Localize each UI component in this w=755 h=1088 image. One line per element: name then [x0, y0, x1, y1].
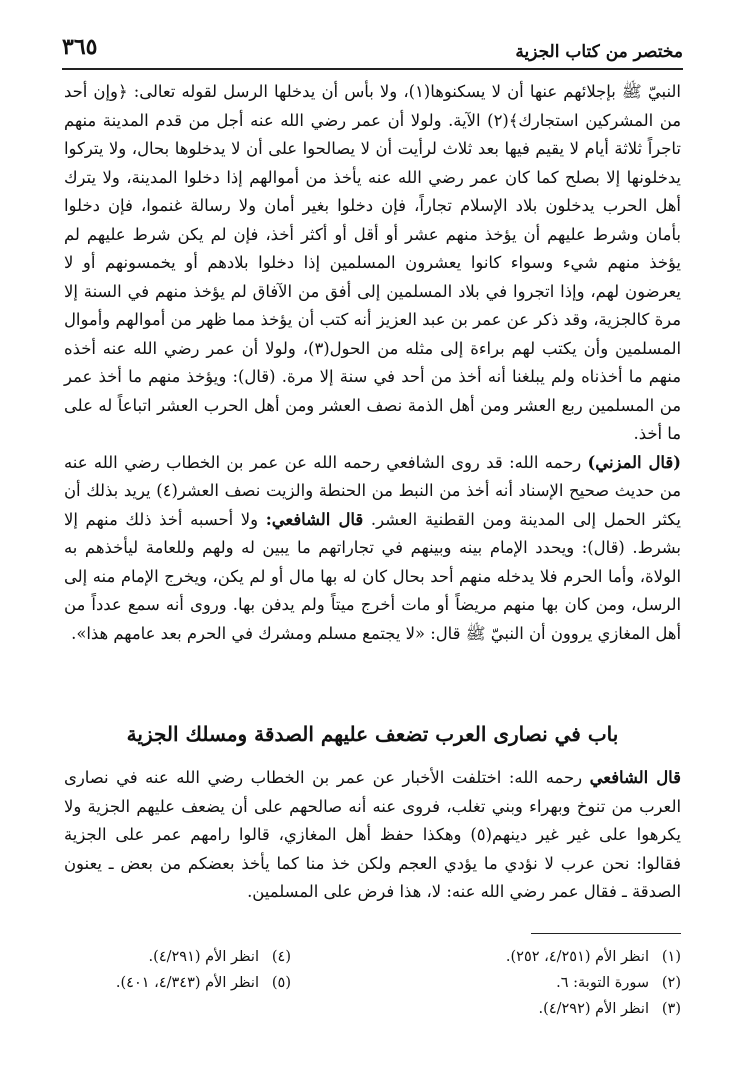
footnote — [116, 970, 291, 996]
page-number: ٣٦٥ — [62, 34, 98, 60]
footnote-text: انظر الأم (٤/٢٥١، ٢٥٢). — [505, 949, 649, 965]
footnote-text: سورة التوبة: ٦. — [556, 975, 649, 991]
chapter-heading: باب في نصارى العرب تضعف عليهم الصدقة ومسلك الجزية — [126, 722, 619, 746]
footnote-number: (١) — [661, 949, 681, 965]
footnote-number: (٣) — [661, 1001, 681, 1017]
speaker-label: (قال المزني) — [587, 452, 681, 472]
speaker-label: قال الشافعي — [589, 768, 681, 787]
paragraph-text: رحمه الله: اختلفت الأخبار عن عمر بن الخطاب رضي الله عنه في نصارى العرب من تنوخ وبهراء وبني تغلب، فروى عنه أنه صالحهم على أن يضعف عليهم الجزية ولا يكرهوا على غير غير دينهم(٥) وهكذا حفظ أهل المغازي، قالوا رامهم عمر على الجزية فقالوا: نحن عرب لا نؤدي ما يؤدي العجم ولكن خذ منا كما يأخذ بعضكم من بعض ـ يعنون الصدقة ـ فقال عمر رضي الله عنه: لا، هذا فرض على المسلمين. — [64, 768, 681, 901]
page-header — [62, 28, 683, 70]
footnote-number: (٤) — [271, 949, 291, 965]
footnote-number: (٢) — [661, 975, 681, 991]
paragraph-text: ولا أحسبه أخذ ذلك منهم إلا بشرط. (قال): ويحدد الإمام بينه وبينهم في تجاراتهم ما يبين له ولهم وللعامة ليأخذهم به الولاة، وأما الحرم فلا يدخله منهم أحد بحال كان له بها مال أو لم يكن، ويخرج الإمام منه إلى الرسل، ومن كان بها منهم مريضاً أو مات أخرج ميتاً ولم يدفن بها. وروى أنه سمع عدداً من أهل المغازي يروون أن النبيّ ﷺ قال: «لا يجتمع مسلم ومشرك في الحرم بعد عامهم هذا». — [64, 509, 681, 643]
footnote — [506, 996, 681, 1022]
chapter-text — [64, 764, 681, 907]
running-title: مختصر من كتاب الجزية — [515, 42, 683, 62]
footnote-separator — [531, 933, 681, 934]
footnote-text: انظر الأم (٤/٢٩١). — [148, 949, 259, 965]
paragraph: النبيّ ﷺ بإجلائهم عنها أن لا يسكنوها(١)، ولا بأس أن يدخلها الرسل لقوله تعالى: ﴿وإن أحد من المشركين استجارك﴾(٢) الآية. ولولا أن عمر رضي الله عنه أجل من قدم المدينة منهم تاجراً ثلاثة أيام لا يقيم فيها بعد ثلاث لرأيت أن لا يصالحوا على أن لا يدخلوها بحال، ولا يتركوا يدخلونها إلا بصلح كما كان عمر رضي الله عنه يأخذ من أموالهم إذا دخلوا المدينة، ولا يترك أهل الحرب يدخلون بلاد الإسلام تجاراً، فإن دخلوا بغير أمان ولا رسالة غنموا، فإن دخلوا بأمان وشرط عليهم أن يؤخذ منهم عشر أو أقل أو أكثر أخذ، فإن لم يكن شرط عليهم لم يؤخذ منهم شيء وسواء كانوا يعشرون المسلمين إذا دخلوا بلادهم أو يخمسونهم أو لا يعرضون لهم، وإذا اتجروا في بلاد المسلمين إلى أفق من الآفاق لم يؤخذ منهم في السنة إلا مرة كالجزية، وقد ذكر عن عمر بن عبد العزيز أنه كتب أن يؤخذ مما ظهر من أموالهم وأموال المسلمين وأن يكتب لهم براءة إلى مثله من الحول(٣)، ولولا أن عمر رضي الله عنه أخذه منهم ما أخذناه ولم يبلغنا أنه أخذ من أحد في سنة إلا مرة. (قال): ويؤخذ منهم ما أخذ عمر من المسلمين ربع العشر ومن أهل الذمة نصف العشر ومن أهل الحرب العشر اتباعاً له على ما أخذ. — [64, 82, 682, 443]
footnote-column — [506, 944, 681, 1022]
speaker-label: قال الشافعي: — [265, 509, 364, 529]
footnote-number: (٥) — [271, 975, 291, 991]
footnote — [506, 970, 681, 996]
footnote-column — [116, 944, 291, 996]
footnote-text: انظر الأم (٤/٢٩٢). — [538, 1001, 649, 1017]
footnote — [116, 944, 291, 970]
footnote-text: انظر الأم (٤/٣٤٣، ٤٠١). — [115, 975, 259, 991]
paragraph — [64, 449, 681, 649]
paragraph-text: رحمه الله: قد روى الشافعي رحمه الله عن عمر بن الخطاب رضي الله عنه من حديث صحيح الإسناد أنه أخذ من النبط من الحنطة والزيت نصف العشر(٤) يريد بذلك أن يكثر الحمل إلى المدينة ومن القطنية العشر. — [64, 452, 681, 529]
main-text — [64, 78, 681, 648]
footnote — [506, 944, 681, 970]
paragraph — [64, 764, 681, 907]
